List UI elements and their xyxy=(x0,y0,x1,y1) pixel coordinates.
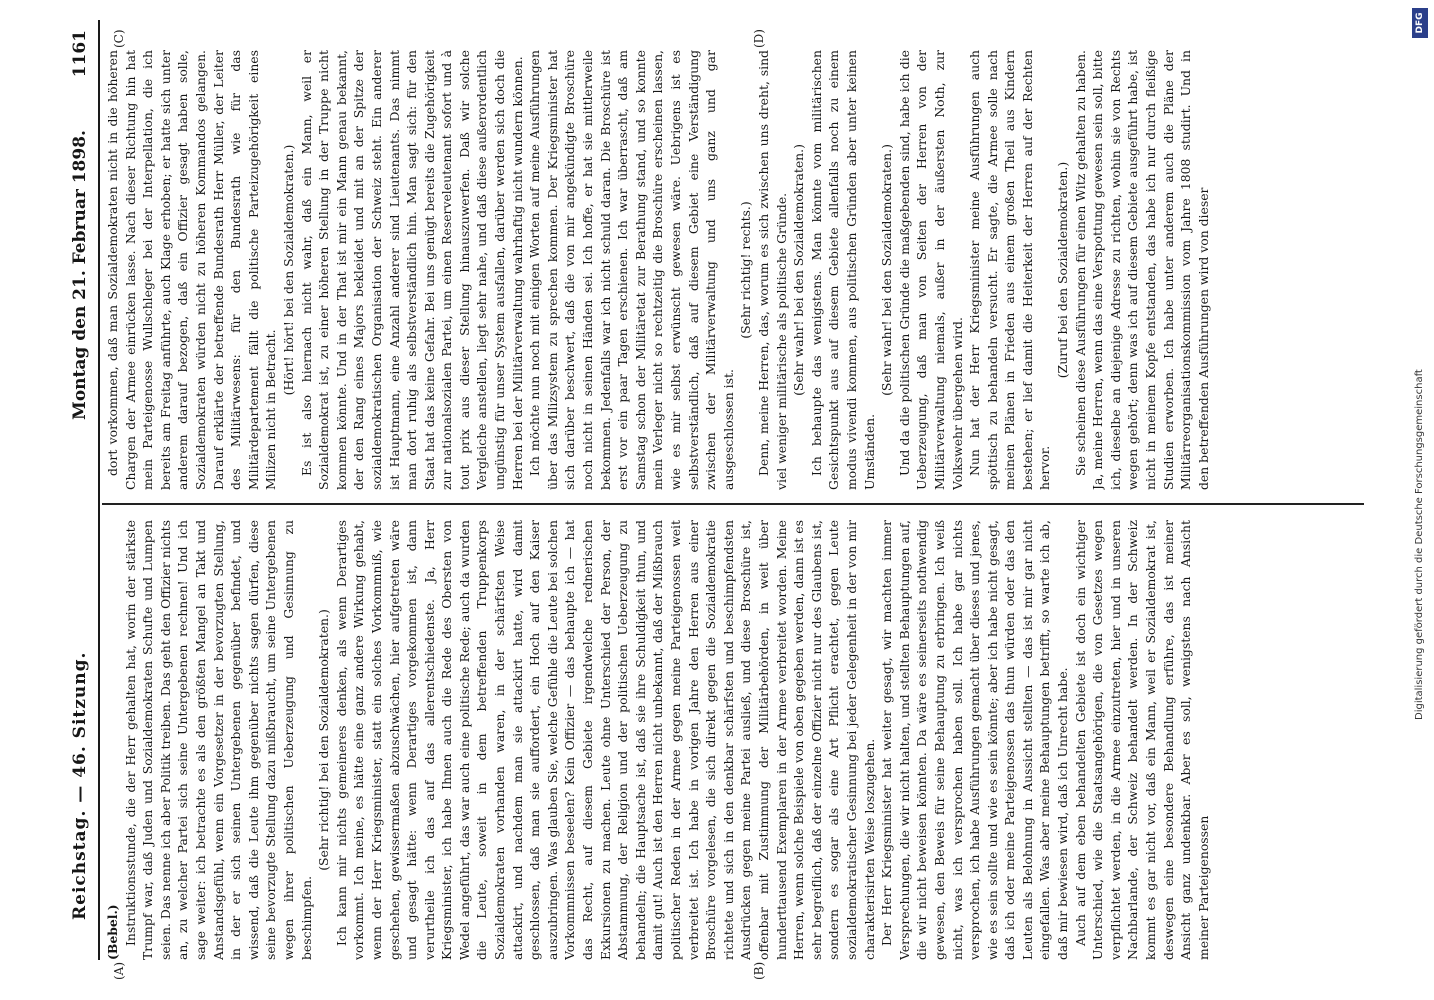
text-column-right xyxy=(104,50,1364,490)
paragraph: Instruktionsstunde, die der Herr gehalten hat, worin der stärkste Trumpf war, daß Juden und Sozialdemokraten Schufte und Lumpen seien. Das nenne ich aber Politik treiben. Das geht den Offizier nichts an, zu welcher Partei sich seine Untergebenen rechnen! Und ich sage weiter: ich betrachte es als den größten Mangel an Takt und Anstandsgefühl, wenn ein Vorgesetzer in der bevorzugten Stellung, in der er sich seinen Untergebenen gegenüber befindet, und wissend, daß die Leute ihm gegenüber nichts sagen dürfen, diese seine bevorzugte Stellung dazu mißbraucht, um seine Untergebenen wegen ihrer politischen Ueberzeugung und Gesinnung zu beschimpfen. xyxy=(122,520,314,960)
interjection: (Hört! hört! bei den Sozialdemokraten.) xyxy=(280,144,296,396)
header-session: Reichstag. — 46. Sitzung. xyxy=(70,651,90,920)
margin-mark-d: (D) xyxy=(752,29,766,48)
digitization-sidebar xyxy=(1412,8,1428,728)
paragraph: Ich kann mir nichts gemeineres denken, als wenn Derartiges vorkommt. Ich meine, es hätte eine ganz andere Wirkung gehabt, wenn der Herr Kriegsminister, statt ein solches Vorkommniß, wie geschehen, gewissermaßen abzuschwächen, hier aufgetreten wäre und gesagt hätte: wenn Derartiges vorgekommen ist, dann verurtheile ich das auf das allerentschiedenste. Ja, Herr Kriegsminister, ich habe Ihnen auch die Rede des Obersten von Wedel angeführt, das war auch eine politische Rede; auch da wurden die Leute, soweit in dem betreffenden Truppenkorps Sozialdemokraten vorhanden waren, in der schärfsten Weise attackirt, und nachdem man sie attackirt hatte, wird damit geschlossen, daß man sie auffordert, ein Hoch auf den Kaiser auszubringen. Was glauben Sie, welche Gefühle die Leute bei solchen Vorkommnissen beseelen? Kein Offizier — das behaupte ich — hat das Recht, auf diesem Gebiete irgendwelche rednerischen Exkursionen zu machen. Leute ohne Unterschied der Person, der Abstammung, der Religion und der politischen Ueberzeugung zu behandeln; die Hauptsache ist, daß sie ihre Schuldigkeit thun, und damit gut! Auch ist den Herren nicht unbekannt, daß der Mißbrauch politischer Reden in der Armee gegen meine Parteigenossen weit verbreitet ist. Ich habe in vorigen Jahre den Herren aus einer Broschüre vorgelesen, die sich direkt gegen die Sozialdemokratie richtete und sich in den denkbar schärfsten und beschimpfendsten Ausdrücken gegen meine Partei ausließ, und diese Broschüre ist, offenbar mit Zustimmung der Militärbehörden, in weit über hunderttausend Exemplaren in der Armee verbreitet worden. Meine Herren, wenn solche Beispiele von oben gegeben werden, dann ist es sehr begreiflich, daß der einzelne Offizier nicht nur des Glaubens ist, sondern es sogar als eine Art Pflicht erachtet, gegen Leute sozialdemokratischer Gesinnung bei jeder Gelegenheit in der von mir charakterisirten Weise loszugehen. xyxy=(333,520,877,960)
header-page-number: 1161 xyxy=(70,30,90,78)
paragraph: Ich möchte nun noch mit einigen Worten auf meine Ausführungen über das Milizsystem zu sprechen kommen. Der Kriegsminister hat sich darüber beschwert, daß die von mir angekündigte Broschüre noch nicht in seinen Händen sei. Ich hoffe, er hat sie mittlerweile bekommen. Jedenfalls war ich nicht schuld daran. Die Broschüre ist erst vor ein paar Tagen erschienen. Ich war überrascht, daß am Samstag schon der Militäretat zur Berathung stand, und so konnte mein Verleger nicht so rechtzeitig die Broschüre erscheinen lassen, wie es mir selbst erwünscht gewesen wäre. Uebrigens ist es selbstverständlich, daß auf diesem Gebiet eine Verständigung zwischen der Militärverwaltung und uns ganz und gar ausgeschlossen ist. xyxy=(527,50,736,490)
paragraph: dort vorkommen, daß man Sozialdemokraten nicht in die höheren Chargen der Armee einrücken lasse. Nach dieser Richtung hin hat mein Parteigenosse Wullschleger bei der Interpellation, die ich bereits am Freitag anführte, auch Klage erhoben; er hatte sich unter anderem darauf bezogen, daß ein Offizier gesagt haben solle, Sozialdemokraten würden nicht zu höheren Kommandos gelangen. Darauf erklärte der betreffende Bundesrath Herr Müller, der Leiter des Militärwesens: für den Bundesrath wie für das Militärdepartement fällt die politische Parteizugehörigkeit eines Milizen nicht in Betracht. xyxy=(105,50,279,490)
rotated-text-block xyxy=(62,20,1434,980)
paragraph: Auch auf dem eben behandelten Gebiete ist doch ein wichtiger Unterschied, wie die Staatsangehörigen, die von Gesetzes wegen verpflichtet werden, in die Armee einzutreten, hier und in unseren Nachbarlande, der Schweiz behandelt werden. In der Schweiz kommt es gar nicht vor, daß ein Mann, weil er Sozialdemokrat ist, deswegen eine besondere Behandlung erführe, das ist meiner Ansicht ganz undenkbar. Aber es soll, wenigstens nach Ansicht meiner Parteigenossen xyxy=(1072,520,1211,960)
interjection: (Sehr wahr! bei den Sozialdemokraten.) xyxy=(879,144,895,396)
paragraph: Ich behaupte das wenigstens. Man könnte vom militärischen Gesichtspunkt aus auf diesem Gebiete allenfalls noch zu einem modus vivendi kommen, aus politischen Gründen aber unter keinen Umständen. xyxy=(808,50,877,490)
margin-mark-c: (C) xyxy=(112,29,126,48)
interjection: (Zuruf bei den Sozialdemokraten.) xyxy=(1055,161,1071,379)
paragraph: Der Herr Kriegsminister hat weiter gesagt, wir machten immer Versprechungen, die wir nicht halten, und stellten Behauptungen auf, die wir nicht beweisen könnten. Da wäre es seinerseits nothwendig gewesen, den Beweis für seine Behauptung zu erbringen. Ich weiß nicht, was ich versprochen haben soll. Ich habe gar nichts versprochen, ich habe Ausführungen gemacht über dieses und jenes, wie es sein sollte und wie es sein könnte; aber ich habe nicht gesagt, daß ich oder meine Parteigenossen das thun würden oder das den Leuten als Belohnung in Aussicht stellten — das ist mir gar nicht eingefallen. Was aber meine Behauptungen betrifft, so warte ich ab, daß mir bewiesen wird, daß ich Unrecht habe. xyxy=(879,520,1071,960)
paragraph: Sie scheinen diese Ausführungen für einen Witz gehalten zu haben. Ja, meine Herren, wenn das eine Verspottung gewesen sein soll, bitte ich, dieselbe an diejenige Adresse zu richten, wohin sie von Rechts wegen gehört; denn was ich auf diesem Gebiete ausgeführt habe, ist nicht in meinem Kopfe entstanden, das habe ich nur durch fleißige Studien erworben. Ich habe unter anderem auch die Pläne der Militärreorganisationskommission vom Jahre 1808 studirt. Und in den betreffenden Ausführungen wird von dieser xyxy=(1072,50,1211,490)
page-header xyxy=(62,20,100,960)
dfg-logo-text: DFG xyxy=(1415,12,1425,34)
text-column-left xyxy=(104,520,1364,960)
interjection: (Sehr richtig! rechts.) xyxy=(738,201,754,339)
digitization-note: Digitalisierung gefördert durch die Deutsche Forschungsgemeinschaft xyxy=(1414,369,1425,720)
header-date: Montag den 21. Februar 1898. xyxy=(70,130,90,420)
paragraph: Und da die politischen Gründe die maßgebenden sind, habe ich die Ueberzeugung, daß man von Seiten der Herren von der Militärverwaltung niemals, außer in der äußersten Noth, zur Volkswehr übergehen wird. xyxy=(896,50,965,490)
margin-mark-b: (B) xyxy=(752,961,766,980)
paragraph: Es ist also hiernach nicht wahr, daß ein Mann, weil er Sozialdemokrat ist, zu einer höheren Stellung in der Truppe nicht kommen könnte. Und in der That ist mir ein Mann genau bekannt, der den Rang eines Majors bekleidet und mit an der Spitze der sozialdemokratischen Organisation der Schweiz steht. Ein anderer ist Hauptmann, eine Anzahl anderer sind Lieutenants. Das nimmt man dort ruhig als selbstverständlich hin. Man sagt sich: für den Staat hat das keine Gefahr. Bei uns genügt bereits die Zugehörigkeit zur nationalsozialen Partei, um einen Reserveleutenant sofort und à tout prix aus dieser Stellung hinauszuwerfen. Daß wir solche Vergleiche anstellen, liegt sehr nahe, und daß diese außerordentlich ungünstig für unser System ausfallen, darüber werden sich doch die Herren bei der Militärverwaltung wahrhaftig nicht wundern können. xyxy=(298,50,525,490)
interjection: (Sehr wahr! bei den Sozialdemokraten.) xyxy=(791,144,807,396)
paragraph: Denn, meine Herren, das, worum es sich zwischen uns dreht, sind viel weniger militärische als politische Gründe. xyxy=(755,50,789,490)
margin-mark-a: (A) xyxy=(112,961,126,980)
speaker-name: (Bebel.) xyxy=(105,904,120,960)
interjection: (Sehr richtig! bei den Sozialdemokraten.) xyxy=(316,609,332,871)
column-rule xyxy=(102,503,1364,505)
paragraph: Nun hat der Herr Kriegsminister meine Ausführungen auch spöttisch zu behandeln versucht. Er sagte, die Armee solle nach meinen Plänen in Frieden aus einem großen Theil aus Kindern bestehen; er lief damit die Heiterkeit der Herren auf der Rechten hervor. xyxy=(967,50,1053,490)
